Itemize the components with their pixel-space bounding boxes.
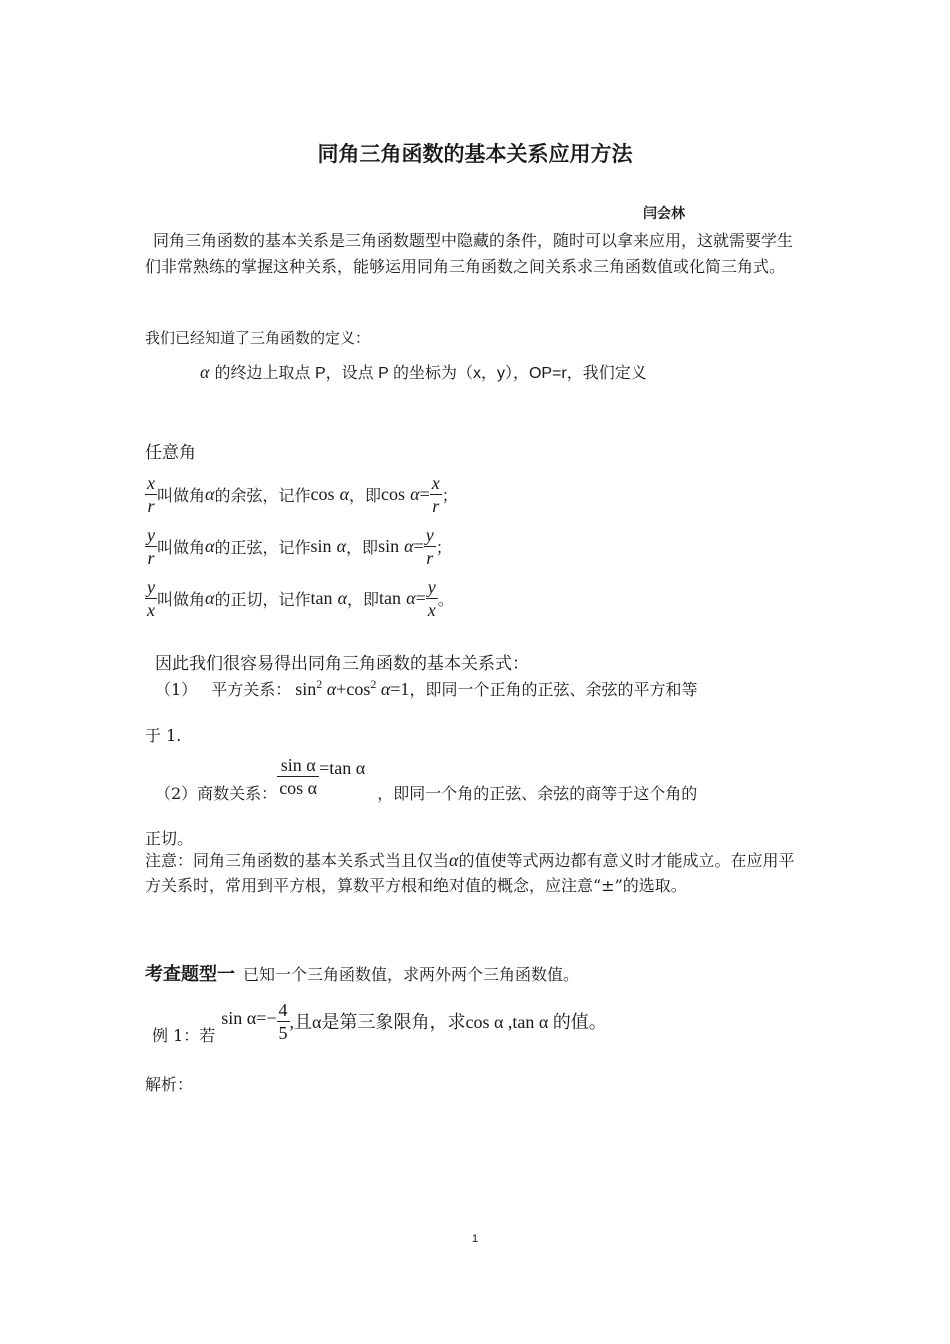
fraction: $\frac{y}{r}$ (147, 525, 155, 568)
fraction: $\frac{y}{x}$ (427, 577, 436, 620)
relation-text: ，即同一个正角的正弦、余弦的平方和等 (409, 680, 698, 699)
alpha-symbol: α (205, 588, 215, 608)
alpha-symbol: α (410, 484, 420, 504)
relation-square-cont: 于 1. (145, 726, 182, 745)
section-heading: 考查题型一 (145, 964, 235, 985)
alpha-symbol: α (339, 484, 350, 504)
definition-text: ，即 (347, 590, 380, 609)
punctuation: 。 (437, 590, 454, 609)
fraction: $\frac{x}{r}$ (431, 473, 440, 516)
definition-line-text: 的终边上取点 P，设点 P 的坐标为（x，y），OP=r，我们定义 (214, 365, 647, 382)
question-type-1 (145, 960, 579, 986)
note-text: 的值使等式两边都有意义时才能成立。在应用平方关系时，常用到平方根，算数平方根和绝对值的概念，应注意“±”的选取。 (145, 851, 795, 895)
intro-paragraph: 同角三角函数的基本关系是三角函数题型中隐藏的条件，随时可以拿来应用，这就需要学生们非常熟练的掌握这种关系，能够运用同角三角函数之间关系求三角函数值或化简三角式。 (145, 231, 794, 276)
definition-text: ，即 (349, 486, 382, 505)
relation-name: 平方关系： (211, 680, 292, 699)
fraction: $\frac{y}{r}$ (425, 525, 434, 568)
function-name: cos (381, 484, 406, 504)
function-name: sin (378, 536, 400, 556)
note-paragraph (145, 848, 805, 898)
definition-sin (145, 526, 452, 567)
alpha-symbol: α (337, 588, 348, 608)
quotient-rhs: =tan α (319, 758, 366, 778)
any-angle-label: 任意角 (145, 443, 196, 463)
equals-sign: = (415, 588, 426, 608)
example-lhs: sin α=− (221, 1008, 277, 1028)
square-formula: $\sin^2 \alpha+\cos^2$ α=1 (295, 677, 410, 699)
solution-label: 解析： (145, 1075, 194, 1094)
note-text: 注意：同角三角函数的基本关系式当且仅当 (145, 851, 450, 870)
function-name: cos (310, 484, 335, 504)
quotient-fraction: $\frac{\text{sin α}}{\text{cos α}}$ (279, 754, 318, 798)
alpha-symbol: α (336, 536, 347, 556)
function-name: sin (310, 536, 332, 556)
definition-tan (145, 578, 454, 619)
definition-lead: 我们已经知道了三角函数的定义： (145, 329, 371, 347)
definition-text: ，即 (346, 538, 379, 557)
definition-text: 叫做角 (157, 590, 206, 609)
relation-quotient (155, 748, 697, 804)
example-label: 例 1：若 (152, 1026, 216, 1045)
alpha-symbol: α (449, 850, 459, 870)
section-text: 已知一个三角函数值，求两外两个三角函数值。 (243, 965, 580, 984)
page-number: 1 (471, 1233, 479, 1245)
function-name: tan (310, 588, 333, 608)
example-1 (152, 996, 607, 1046)
definition-text: 的余弦，记作 (214, 486, 311, 505)
relation-label: （2）商数关系： (155, 784, 278, 803)
definition-text: 的正切，记作 (214, 590, 311, 609)
relation-text: ，即同一个角的正弦、余弦的商等于这个角的 (377, 784, 698, 803)
relation-quotient-cont: 正切。 (145, 829, 194, 848)
definition-text: 叫做角 (157, 538, 206, 557)
relation-square (155, 677, 697, 700)
example-rest: ,且α是第三象限角，求cos α ,tan α 的值。 (289, 1012, 607, 1032)
alpha-symbol: α (404, 536, 414, 556)
definition-line (200, 360, 647, 383)
alpha-symbol: α (205, 536, 215, 556)
fraction: $\frac{y}{x}$ (147, 577, 155, 620)
definition-text: 的正弦，记作 (214, 538, 311, 557)
function-name: tan (379, 588, 402, 608)
alpha-symbol: α (205, 484, 215, 504)
author: 闫会林 (643, 206, 685, 222)
example-fraction: $\frac{4}{5}$ (278, 999, 288, 1043)
definition-text: 叫做角 (157, 486, 206, 505)
punctuation: ； (441, 486, 458, 505)
alpha-symbol: α (406, 588, 416, 608)
equals-sign: = (413, 536, 424, 556)
punctuation: ； (435, 538, 452, 557)
equals-sign: = (419, 484, 430, 504)
therefore-text: 因此我们很容易得出同角三角函数的基本关系式： (155, 654, 529, 674)
fraction: $\frac{x}{r}$ (147, 473, 155, 516)
relation-label: （1） (155, 680, 198, 699)
definition-cos (145, 474, 458, 515)
page-title: 同角三角函数的基本关系应用方法 (317, 142, 633, 166)
alpha-symbol: α (200, 362, 210, 382)
